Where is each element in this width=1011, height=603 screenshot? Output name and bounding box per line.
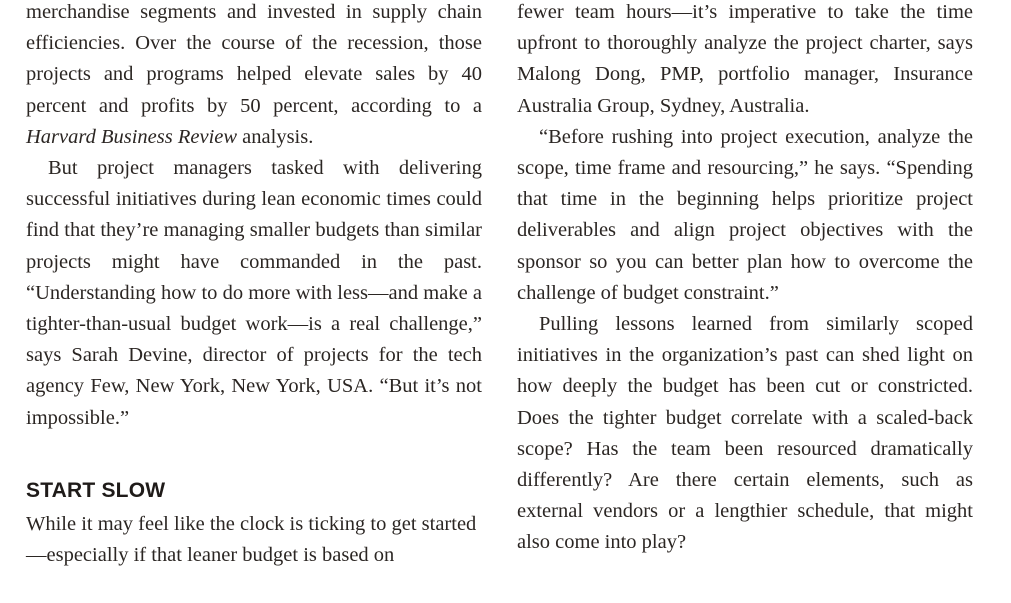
- right-column: [517, 0, 973, 559]
- left-paragraph-1-end: analysis.: [237, 125, 314, 148]
- right-paragraph-3: Pulling lessons learned from similarly scoped initiatives in the organization’s past can shed light on how deeply the budget has been cut or constricted. Does the tighter budget correlate with a scaled-back scope? Has the team been resourced dramatically differently? Are there certain elements, such as external vendors or a lengthier schedule, that might also come into play?: [517, 313, 973, 554]
- right-paragraph-2: “Before rushing into project execution, analyze the scope, time frame and resourcing,” he says. “Spending that time in the beginning helps prioritize project deliverables and align project objectives with the sponsor so you can better plan how to overcome the challenge of budget constraint.”: [517, 125, 973, 304]
- left-paragraph-1-text: merchandise segments and invested in supply chain efficiencies. Over the course of the recession, those projects and programs helped elevate sales by 40 percent and profits by 50 percent, according to a: [26, 1, 482, 117]
- publication-title: Harvard Business Review: [26, 125, 238, 148]
- left-paragraph-2: But project managers tasked with delivering successful initiatives during lean economic times could find that they’re managing smaller budgets than similar projects might have commanded in the past. “Understanding how to do more with less—and make a tighter-than-usual budget work—is a real challenge,” says Sarah Devine, director of projects for the tech agency Few, New York, New York, USA. “But it’s not impossible.”: [26, 157, 482, 429]
- section-heading: START SLOW: [26, 478, 166, 502]
- left-paragraph-3: While it may feel like the clock is ticking to get started—especially if that leaner budget is based on: [26, 512, 477, 567]
- left-column: [26, 0, 482, 571]
- right-paragraph-1: fewer team hours—it’s imperative to take the time upfront to thoroughly analyze the project charter, says Malong Dong, PMP, portfolio manager, Insurance Australia Group, Sydney, Australia.: [517, 1, 973, 117]
- left-paragraph-1: [26, 0, 482, 153]
